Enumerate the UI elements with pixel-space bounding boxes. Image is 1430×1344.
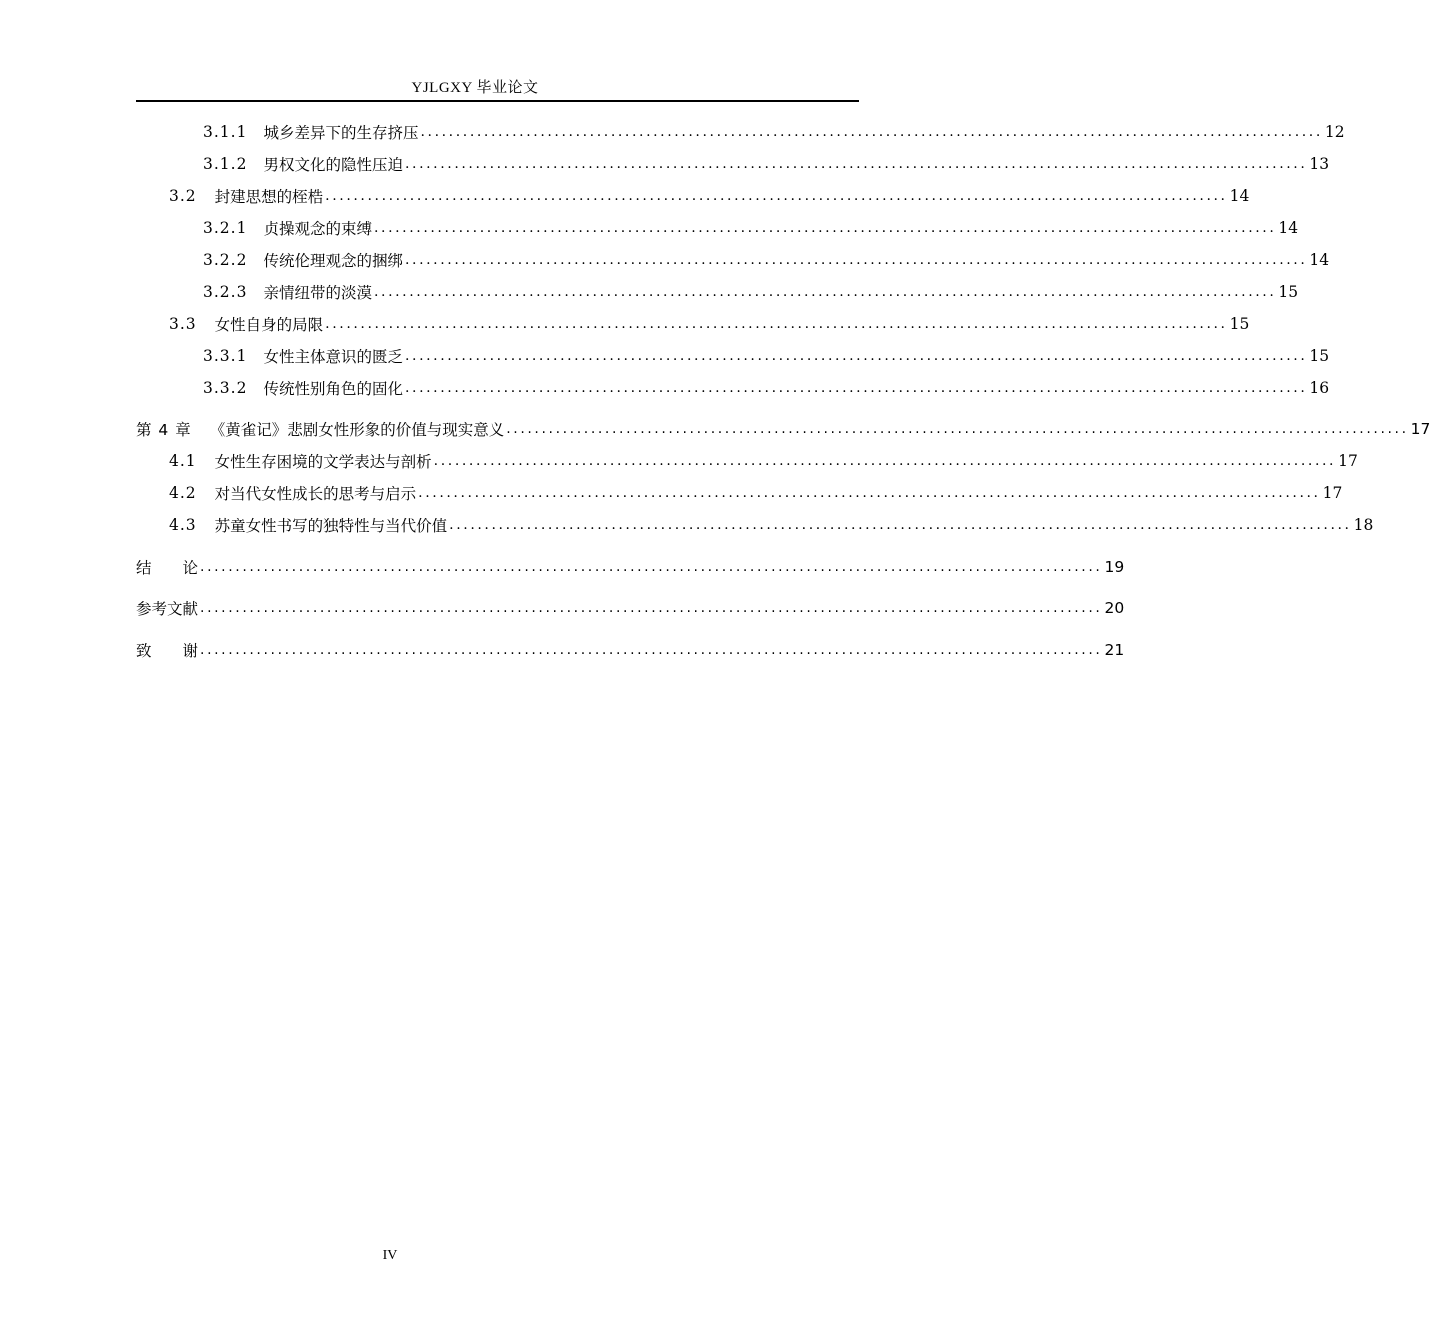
toc-entry-title: 亲情纽带的淡漠 (263, 284, 372, 302)
toc-entry-number: 3.2.1 (203, 219, 248, 237)
toc-entry[interactable] (136, 344, 1330, 368)
toc-entry-page: 17 (1338, 452, 1358, 470)
toc-entry-title: 传统性别角色的固化 (263, 380, 403, 398)
toc-chapter-title: 参考文献 (136, 600, 199, 618)
toc-entry-number: 4.3 (169, 516, 197, 534)
toc-entry-page: 12 (1324, 123, 1345, 141)
toc-entry-number: 3.1.2 (203, 155, 248, 173)
toc-entry-title: 女性自身的局限 (214, 316, 324, 334)
toc-acknowledgements-entry[interactable] (136, 638, 1125, 662)
toc-entry-title: 女性生存困境的文学表达与剖析 (214, 453, 432, 471)
toc-entry-title: 男权文化的隐性压迫 (263, 156, 403, 174)
toc-entry-number: 3.3.1 (203, 347, 248, 365)
toc-chapter-title: 《黄雀记》悲剧女性形象的价值与现实意义 (209, 421, 505, 439)
toc-entry-page: 16 (1309, 379, 1330, 397)
toc-entry[interactable] (136, 120, 1345, 144)
toc-entry-title: 传统伦理观念的捆绑 (263, 252, 403, 270)
toc-leader: ................................................................................................................................ (404, 156, 1308, 172)
toc-conclusion-entry[interactable] (136, 555, 1125, 579)
toc-entry-page: 15 (1309, 347, 1330, 365)
toc-leader: ................................................................................................................................ (404, 348, 1308, 364)
toc-entry[interactable] (136, 216, 1299, 240)
toc-entry-number: 3.1.1 (203, 123, 248, 141)
toc-entry-number: 3.2.2 (203, 251, 248, 269)
toc-chapter-title: 致 谢 (136, 642, 199, 660)
toc-entry[interactable] (136, 513, 1374, 537)
toc-entry[interactable] (136, 376, 1330, 400)
toc-entry-page: 15 (1278, 283, 1299, 301)
toc-entry[interactable] (136, 152, 1330, 176)
toc-entry-page: 14 (1278, 219, 1299, 237)
toc-leader: ................................................................................................................................ (433, 453, 1337, 469)
toc-leader: ................................................................................................................................ (418, 485, 1321, 501)
toc-leader: ................................................................................................................................ (506, 421, 1409, 437)
toc-entry-number: 4.1 (169, 452, 197, 470)
header-rule (136, 100, 859, 102)
toc-chapter-entry[interactable] (136, 417, 1430, 441)
toc-references-entry[interactable] (136, 596, 1125, 620)
toc-entry-title: 对当代女性成长的思考与启示 (214, 485, 417, 503)
toc-entry-title: 贞操观念的束缚 (263, 220, 372, 238)
running-header: YJLGXY 毕业论文 (411, 80, 539, 96)
toc-leader: ................................................................................................................................ (404, 380, 1308, 396)
toc-entry-title: 女性主体意识的匮乏 (263, 348, 403, 366)
toc-entry-title: 封建思想的桎梏 (214, 188, 324, 206)
toc-entry[interactable] (136, 280, 1299, 304)
toc-entry-page: 14 (1309, 251, 1330, 269)
page-number: IV (382, 1248, 398, 1263)
toc-leader: ................................................................................................................................ (373, 284, 1277, 300)
toc-entry-page: 17 (1410, 420, 1430, 438)
toc-entry-page: 15 (1229, 315, 1250, 333)
toc-leader: ................................................................................................................................ (404, 252, 1308, 268)
toc-leader: ................................................................................................................................ (373, 220, 1277, 236)
toc-entry[interactable] (136, 449, 1358, 473)
toc-entry-number: 4.2 (169, 484, 197, 502)
toc-leader: ................................................................................................................................ (200, 559, 1103, 575)
toc-leader: ................................................................................................................................ (325, 188, 1228, 204)
toc-leader: ................................................................................................................................ (325, 316, 1228, 332)
toc-entry-page: 21 (1104, 641, 1125, 659)
toc-entry-page: 17 (1322, 484, 1343, 502)
toc-entry-page: 18 (1353, 516, 1374, 534)
toc-entry-title: 城乡差异下的生存挤压 (263, 124, 419, 142)
toc-entry-number: 3.2 (169, 187, 197, 205)
toc-entry-number: 3.3.2 (203, 379, 248, 397)
toc-chapter-title: 结 论 (136, 559, 199, 577)
toc-entry-number: 3.2.3 (203, 283, 248, 301)
toc-leader: ................................................................................................................................ (449, 517, 1352, 533)
toc-entry-number: 3.3 (169, 315, 197, 333)
toc-entry-page: 14 (1229, 187, 1250, 205)
toc-entry-page: 20 (1104, 599, 1125, 617)
toc-entry[interactable] (136, 248, 1330, 272)
toc-chapter-number: 第 4 章 (136, 421, 192, 439)
toc-entry[interactable] (136, 184, 1250, 208)
toc-entry-page: 19 (1104, 558, 1125, 576)
toc-leader: ................................................................................................................................ (200, 642, 1103, 658)
toc-leader: ................................................................................................................................ (420, 124, 1323, 140)
toc-entry-page: 13 (1309, 155, 1330, 173)
toc-entry-title: 苏童女性书写的独特性与当代价值 (214, 517, 448, 535)
toc-entry[interactable] (136, 312, 1250, 336)
toc-entry[interactable] (136, 481, 1343, 505)
toc-leader: ................................................................................................................................ (200, 600, 1103, 616)
